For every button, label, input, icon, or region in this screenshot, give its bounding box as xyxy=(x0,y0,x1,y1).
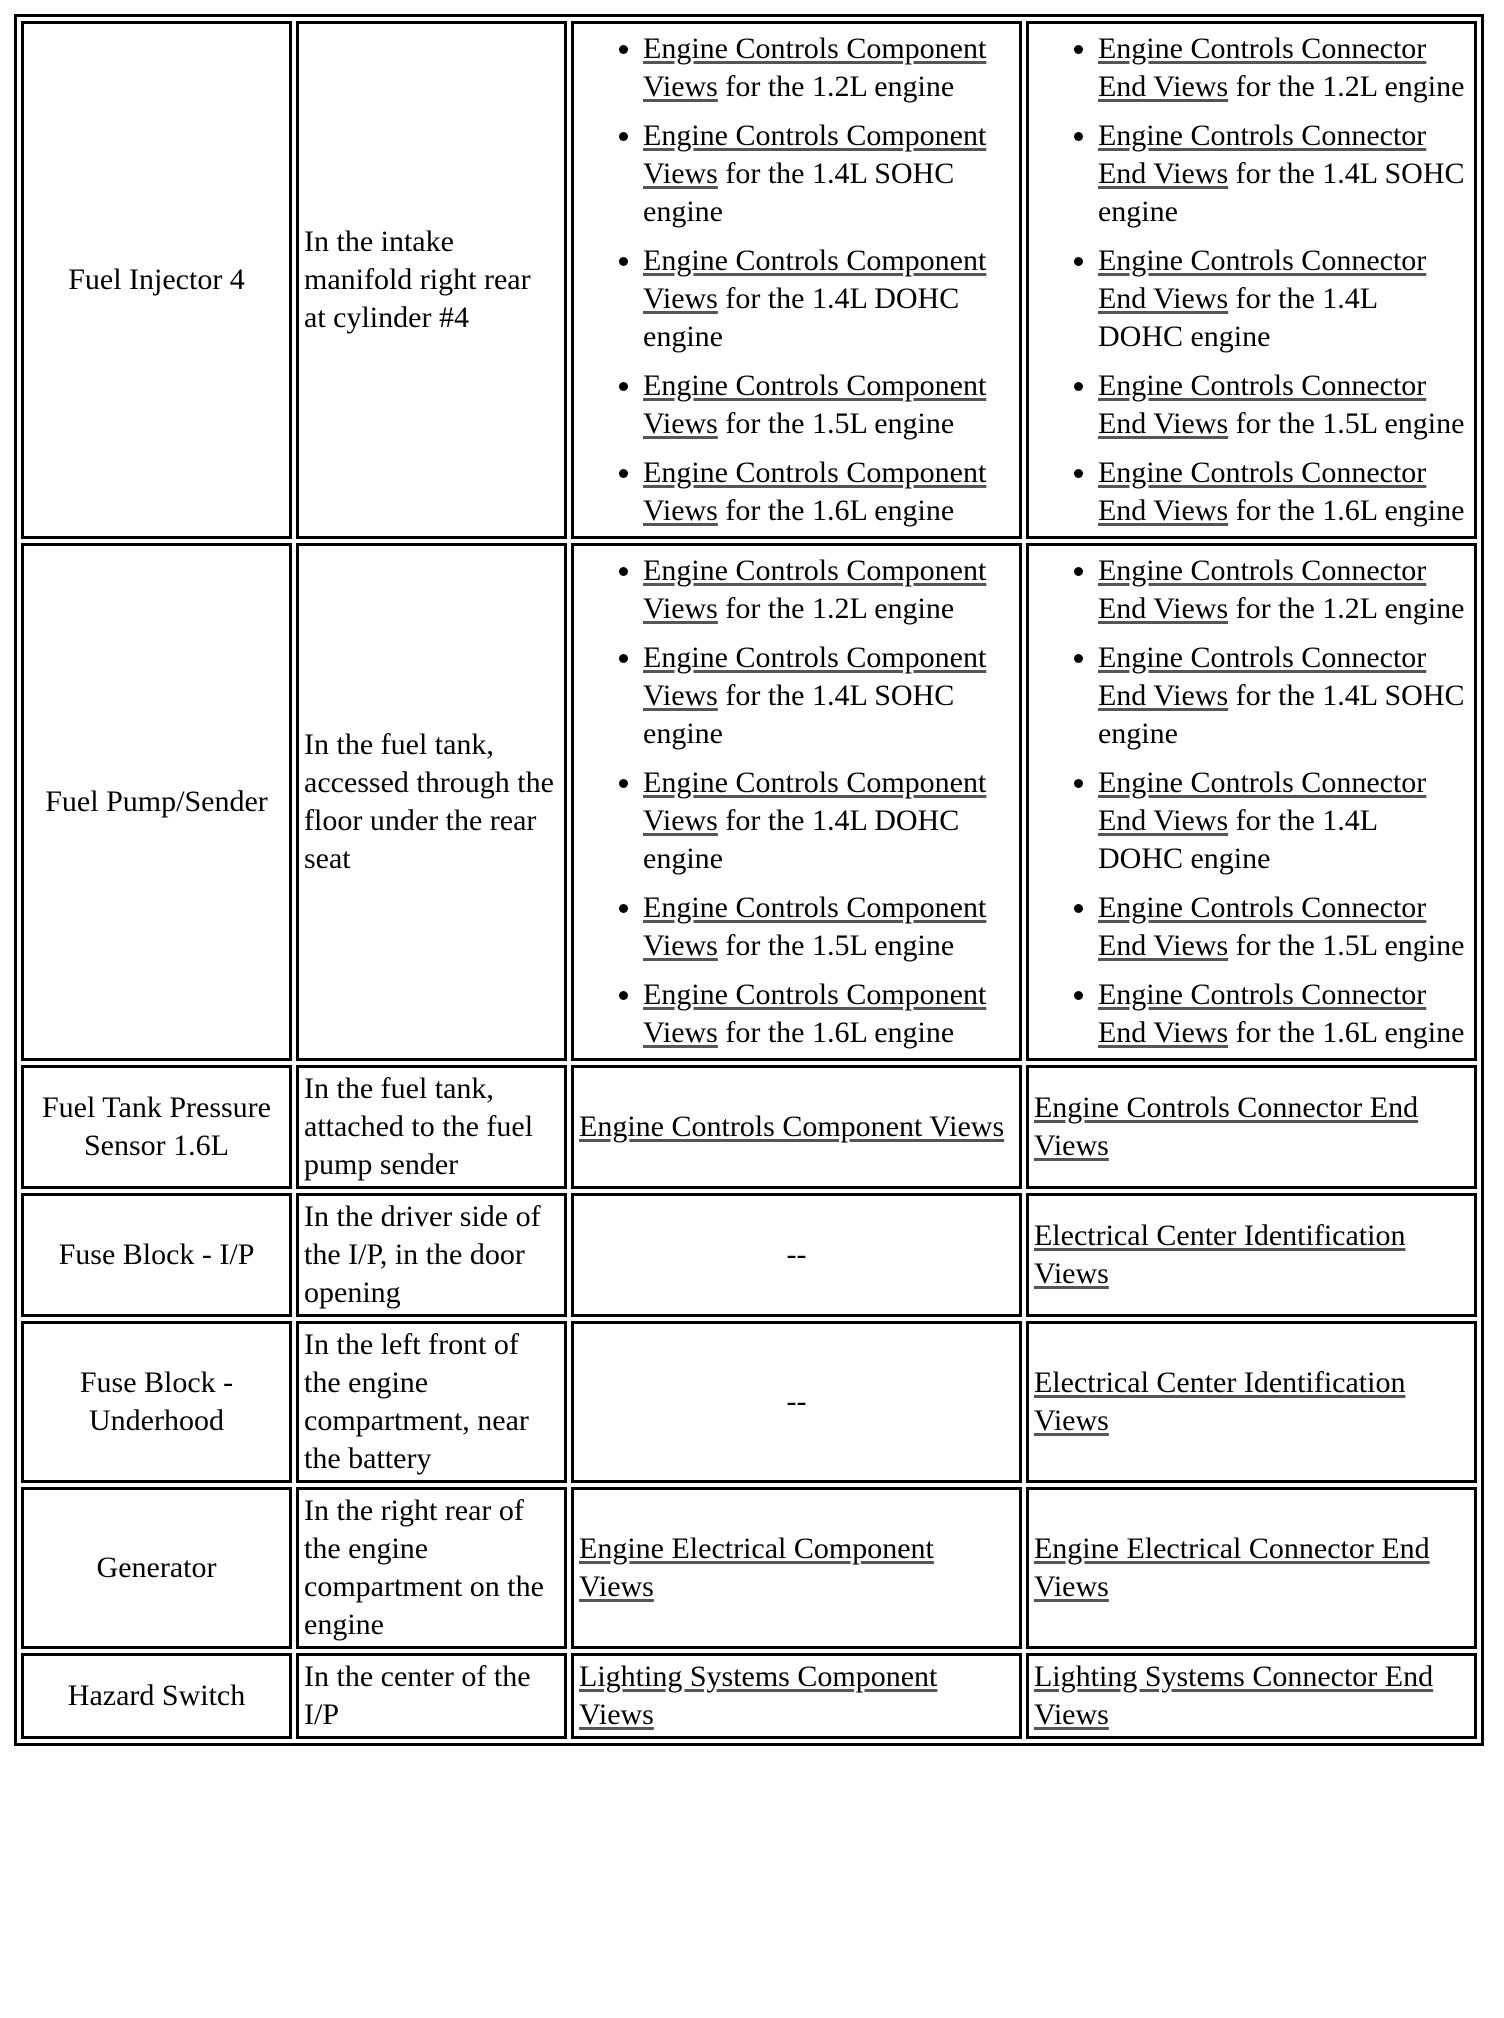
list-item xyxy=(643,30,1014,106)
engine-note: for the 1.4L DOHC engine xyxy=(643,282,960,353)
component-views-link[interactable]: Engine Controls Component Views xyxy=(643,891,987,962)
connector-views-link[interactable]: Engine Controls Connector End Views xyxy=(1097,554,1427,625)
component-views-cell xyxy=(571,1321,1022,1483)
connector-views-link[interactable]: Engine Controls Connector End Views xyxy=(1097,766,1427,837)
component-name-cell: Fuel Injector 4 xyxy=(21,21,292,539)
list-item xyxy=(1098,889,1469,965)
list-item xyxy=(1098,976,1469,1052)
component-views-link[interactable]: Engine Controls Component Views xyxy=(643,119,987,190)
engine-note: for the 1.6L engine xyxy=(1228,494,1465,527)
connector-views-cell xyxy=(1026,1193,1477,1317)
connector-views-cell xyxy=(1026,1487,1477,1649)
list-item xyxy=(1098,367,1469,443)
table-row xyxy=(21,543,1477,1061)
engine-note: for the 1.2L engine xyxy=(717,592,955,625)
table-row xyxy=(21,1653,1477,1739)
component-views-link[interactable]: Engine Controls Component Views xyxy=(643,369,987,440)
engine-note: for the 1.4L DOHC engine xyxy=(1097,804,1377,875)
empty-value: -- xyxy=(786,1385,807,1418)
location-cell: In the left front of the engine compartment, near the battery xyxy=(296,1321,567,1483)
connector-views-list xyxy=(1034,30,1469,530)
engine-note: for the 1.5L engine xyxy=(1228,929,1465,962)
component-views-link[interactable]: Engine Controls Component Views xyxy=(643,766,987,837)
connector-views-cell xyxy=(1026,1065,1477,1189)
engine-note: for the 1.5L engine xyxy=(717,407,955,440)
connector-views-link[interactable]: Lighting Systems Connector End Views xyxy=(1033,1660,1434,1731)
location-cell: In the right rear of the engine compartment on the engine xyxy=(296,1487,567,1649)
list-item xyxy=(643,242,1014,356)
connector-views-link[interactable]: Engine Controls Connector End Views xyxy=(1097,119,1427,190)
component-name-cell: Hazard Switch xyxy=(21,1653,292,1739)
list-item xyxy=(643,639,1014,753)
connector-views-link[interactable]: Engine Controls Connector End Views xyxy=(1097,456,1427,527)
engine-note: for the 1.2L engine xyxy=(1228,592,1465,625)
component-name-cell: Generator xyxy=(21,1487,292,1649)
connector-views-cell xyxy=(1026,1653,1477,1739)
list-item xyxy=(643,552,1014,628)
connector-views-cell xyxy=(1026,21,1477,539)
component-views-cell xyxy=(571,1487,1022,1649)
table-row xyxy=(21,1065,1477,1189)
component-views-list xyxy=(579,30,1014,530)
connector-views-link[interactable]: Engine Electrical Connector End Views xyxy=(1033,1532,1430,1603)
connector-views-link[interactable]: Engine Controls Connector End Views xyxy=(1097,369,1427,440)
connector-views-list xyxy=(1034,552,1469,1052)
connector-views-cell xyxy=(1026,543,1477,1061)
component-views-link[interactable]: Engine Controls Component Views xyxy=(579,1110,1005,1143)
component-name-cell: Fuse Block - Underhood xyxy=(21,1321,292,1483)
connector-views-link[interactable]: Electrical Center Identification Views xyxy=(1033,1219,1406,1290)
engine-note: for the 1.5L engine xyxy=(717,929,955,962)
connector-views-link[interactable]: Engine Controls Connector End Views xyxy=(1097,978,1427,1049)
list-item xyxy=(1098,552,1469,628)
connector-views-link[interactable]: Engine Controls Connector End Views xyxy=(1097,891,1427,962)
list-item xyxy=(643,976,1014,1052)
connector-views-link[interactable]: Engine Controls Connector End Views xyxy=(1097,641,1427,712)
component-name-cell: Fuel Tank Pressure Sensor 1.6L xyxy=(21,1065,292,1189)
list-item xyxy=(643,889,1014,965)
connector-views-link[interactable]: Engine Controls Connector End Views xyxy=(1033,1091,1419,1162)
list-item xyxy=(1098,117,1469,231)
list-item xyxy=(1098,639,1469,753)
engine-note: for the 1.5L engine xyxy=(1228,407,1465,440)
engine-note: for the 1.4L DOHC engine xyxy=(1097,282,1377,353)
connector-views-cell xyxy=(1026,1321,1477,1483)
engine-note: for the 1.4L SOHC engine xyxy=(1097,157,1465,228)
location-cell: In the fuel tank, accessed through the floor under the rear seat xyxy=(296,543,567,1061)
empty-value: -- xyxy=(786,1238,807,1271)
engine-note: for the 1.2L engine xyxy=(717,70,955,103)
component-views-link[interactable]: Engine Controls Component Views xyxy=(643,244,987,315)
engine-note: for the 1.6L engine xyxy=(1228,1016,1465,1049)
component-views-cell xyxy=(571,1193,1022,1317)
location-cell: In the center of the I/P xyxy=(296,1653,567,1739)
table-row xyxy=(21,1487,1477,1649)
component-views-link[interactable]: Engine Controls Component Views xyxy=(643,456,987,527)
engine-note: for the 1.6L engine xyxy=(717,1016,955,1049)
list-item xyxy=(1098,242,1469,356)
component-views-cell xyxy=(571,21,1022,539)
component-views-cell xyxy=(571,1653,1022,1739)
table-row xyxy=(21,1193,1477,1317)
component-views-link[interactable]: Engine Controls Component Views xyxy=(643,554,987,625)
table-body xyxy=(21,21,1477,1739)
list-item xyxy=(1098,454,1469,530)
list-item xyxy=(1098,30,1469,106)
connector-views-link[interactable]: Electrical Center Identification Views xyxy=(1033,1366,1406,1437)
table-row xyxy=(21,1321,1477,1483)
list-item xyxy=(643,117,1014,231)
component-views-link[interactable]: Engine Controls Component Views xyxy=(643,641,987,712)
component-locator-table xyxy=(14,14,1484,1746)
engine-note: for the 1.2L engine xyxy=(1228,70,1465,103)
list-item xyxy=(643,454,1014,530)
location-cell: In the intake manifold right rear at cylinder #4 xyxy=(296,21,567,539)
component-name-cell: Fuel Pump/Sender xyxy=(21,543,292,1061)
component-name-cell: Fuse Block - I/P xyxy=(21,1193,292,1317)
component-views-list xyxy=(579,552,1014,1052)
list-item xyxy=(1098,764,1469,878)
component-views-cell xyxy=(571,1065,1022,1189)
connector-views-link[interactable]: Engine Controls Connector End Views xyxy=(1097,32,1427,103)
component-views-link[interactable]: Engine Controls Component Views xyxy=(643,32,987,103)
location-cell: In the fuel tank, attached to the fuel pump sender xyxy=(296,1065,567,1189)
connector-views-link[interactable]: Engine Controls Connector End Views xyxy=(1097,244,1427,315)
component-views-link[interactable]: Lighting Systems Component Views xyxy=(579,1660,938,1731)
table-row xyxy=(21,21,1477,539)
engine-note: for the 1.6L engine xyxy=(717,494,955,527)
engine-note: for the 1.4L SOHC engine xyxy=(1097,679,1465,750)
component-views-link[interactable]: Engine Controls Component Views xyxy=(643,978,987,1049)
list-item xyxy=(643,367,1014,443)
engine-note: for the 1.4L DOHC engine xyxy=(643,804,960,875)
location-cell: In the driver side of the I/P, in the door opening xyxy=(296,1193,567,1317)
component-views-cell xyxy=(571,543,1022,1061)
component-views-link[interactable]: Engine Electrical Component Views xyxy=(579,1532,934,1603)
list-item xyxy=(643,764,1014,878)
engine-note: for the 1.4L SOHC engine xyxy=(643,679,955,750)
engine-note: for the 1.4L SOHC engine xyxy=(643,157,955,228)
